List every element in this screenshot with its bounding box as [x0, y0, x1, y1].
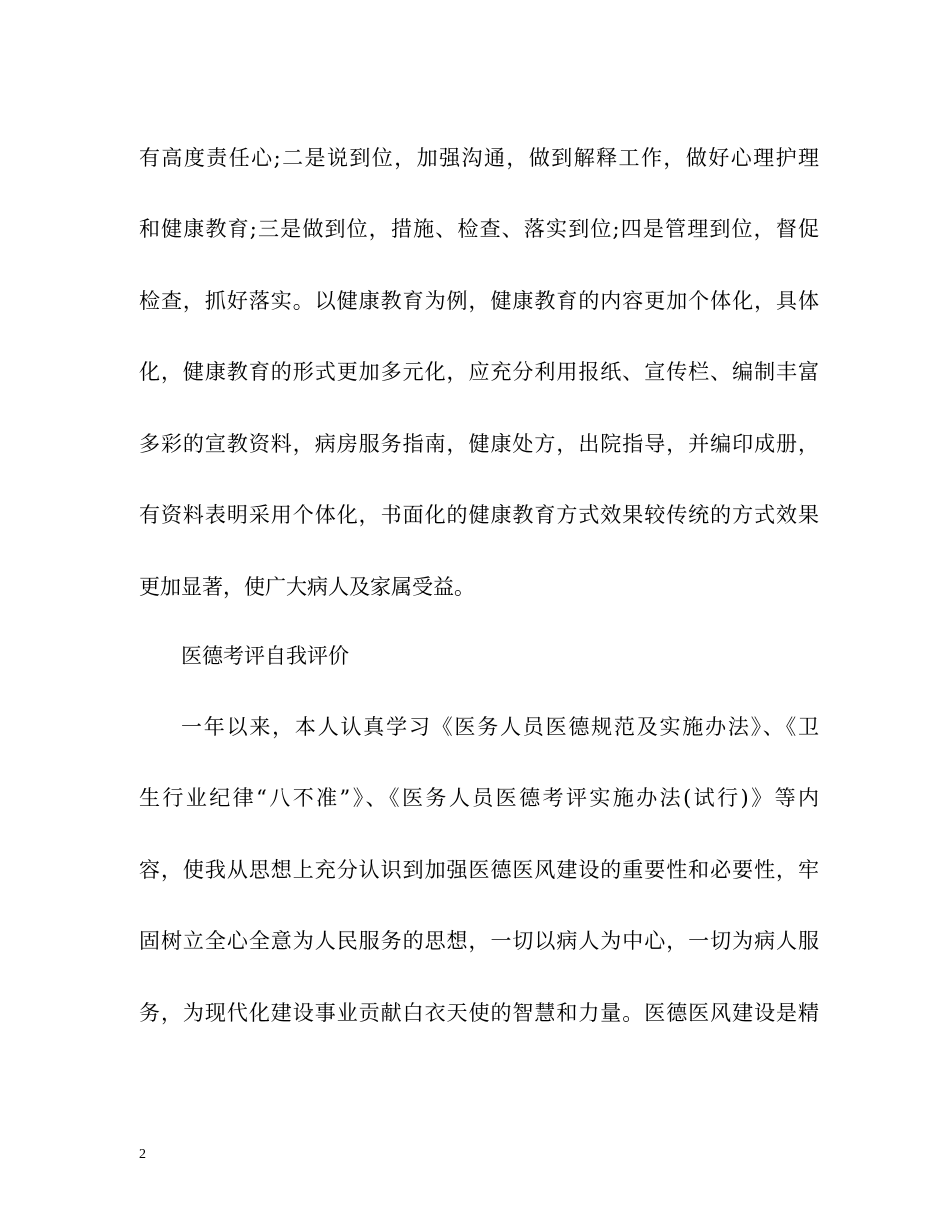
section-heading: 医德考评自我评价: [181, 644, 349, 668]
text-line: 和健康教育;三是做到位，措施、检查、落实到位;四是管理到位，督促: [139, 217, 819, 241]
text-line: 容，使我从思想上充分认识到加强医德医风建设的重要性和必要性，牢: [139, 858, 819, 882]
text-line: 有资料表明采用个体化，书面化的健康教育方式效果较传统的方式效果: [139, 503, 819, 527]
page-number: 2: [139, 1147, 146, 1162]
text-line: 有高度责任心;二是说到位，加强沟通，做到解释工作，做好心理护理: [139, 146, 819, 170]
text-line: 更加显著，使广大病人及家属受益。: [139, 575, 475, 599]
text-line: 检查，抓好落实。以健康教育为例，健康教育的内容更加个体化，具体: [139, 289, 819, 313]
text-line: 化，健康教育的形式更加多元化，应充分利用报纸、宣传栏、编制丰富: [139, 360, 819, 384]
text-line: 务，为现代化建设事业贡献白衣天使的智慧和力量。医德医风建设是精: [139, 1001, 819, 1025]
text-line: 固树立全心全意为人民服务的思想，一切以病人为中心，一切为病人服: [139, 929, 819, 953]
paragraph-first-line: 一年以来，本人认真学习《医务人员医德规范及实施办法》、《卫: [181, 715, 819, 739]
text-line: 生行业纪律“八不准”》、《医务人员医德考评实施办法(试行)》等内: [139, 786, 819, 810]
text-line: 多彩的宣教资料，病房服务指南，健康处方，出院指导，并编印成册，: [139, 432, 819, 456]
